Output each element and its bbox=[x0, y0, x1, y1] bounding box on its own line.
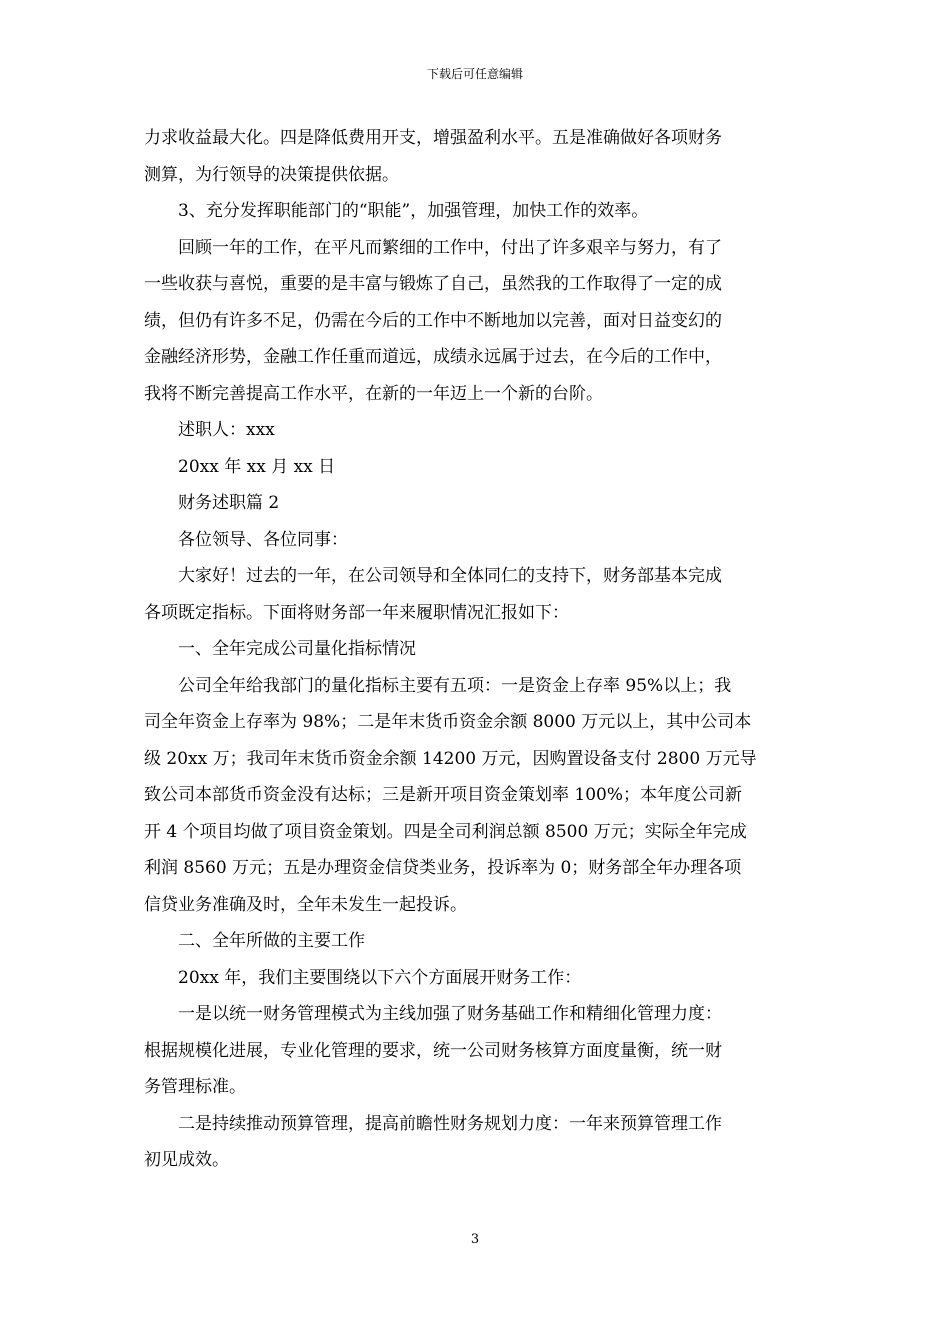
paragraph bbox=[144, 960, 808, 997]
text-line: 财务述职篇 2 bbox=[178, 493, 280, 513]
text-line: 务管理标准。 bbox=[144, 1077, 246, 1097]
text-line: 司全年资金上存率为 98%；二是年末货币资金余额 8000 万元以上，其中公司本 bbox=[144, 712, 752, 732]
paragraph bbox=[144, 522, 808, 559]
paragraph bbox=[144, 485, 808, 522]
page-header: 下载后可任意编辑 bbox=[426, 67, 523, 81]
text-line: 二是持续推动预算管理，提高前瞻性财务规划力度：一年来预算管理工作 bbox=[178, 1113, 722, 1134]
text-line: 一些收获与喜悦，重要的是丰富与锻炼了自己，虽然我的工作取得了一定的成 bbox=[144, 274, 722, 294]
text-line: 级 20xx 万；我司年末货币资金余额 14200 万元，因购置设备支付 2800 万元导 bbox=[144, 748, 757, 769]
text-line: 回顾一年的工作，在平凡而繁细的工作中，付出了许多艰辛与努力，有了 bbox=[178, 237, 722, 258]
text-line: 力求收益最大化。四是降低费用开支，增强盈利水平。五是准确做好各项财务 bbox=[144, 128, 722, 148]
paragraph bbox=[144, 230, 808, 413]
text-line: 述职人：xxx bbox=[178, 420, 275, 440]
text-line: 一是以统一财务管理模式为主线加强了财务基础工作和精细化管理力度： bbox=[178, 1004, 722, 1024]
paragraph bbox=[144, 193, 808, 230]
paragraph bbox=[144, 668, 808, 924]
text-line: 初见成效。 bbox=[144, 1150, 229, 1170]
paragraph bbox=[144, 120, 808, 193]
text-line: 利润 8560 万元；五是办理资金信贷类业务，投诉率为 0；财务部全年办理各项 bbox=[144, 858, 742, 878]
text-line: 根据规模化进展，专业化管理的要求，统一公司财务核算方面度量衡，统一财 bbox=[144, 1040, 722, 1061]
paragraph bbox=[144, 558, 808, 631]
text-line: 二、全年所做的主要工作 bbox=[178, 931, 365, 951]
text-line: 致公司本部货币资金没有达标；三是新开项目资金策划率 100%；本年度公司新 bbox=[144, 785, 743, 805]
document-body bbox=[144, 120, 808, 1179]
paragraph bbox=[144, 631, 808, 668]
text-line: 绩，但仍有许多不足，仍需在今后的工作中不断地加以完善，面对日益变幻的 bbox=[144, 310, 722, 331]
text-line: 公司全年给我部门的量化指标主要有五项：一是资金上存率 95%以上；我 bbox=[178, 675, 732, 696]
paragraph bbox=[144, 449, 808, 486]
text-line: 大家好！过去的一年，在公司领导和全体同仁的支持下，财务部基本完成 bbox=[178, 566, 722, 586]
paragraph bbox=[144, 923, 808, 960]
text-line: 信贷业务准确及时，全年未发生一起投诉。 bbox=[144, 894, 467, 915]
text-line: 开 4 个项目均做了项目资金策划。四是全司利润总额 8500 万元；实际全年完成 bbox=[144, 821, 747, 842]
text-line: 20xx 年，我们主要围绕以下六个方面展开财务工作： bbox=[178, 967, 582, 988]
text-line: 测算，为行领导的决策提供依据。 bbox=[144, 164, 399, 185]
text-line: 各位领导、各位同事： bbox=[178, 529, 348, 550]
paragraph bbox=[144, 996, 808, 1106]
text-line: 金融经济形势，金融工作任重而道远，成绩永远属于过去，在今后的工作中， bbox=[144, 347, 722, 367]
text-line: 3、充分发挥职能部门的“职能”，加强管理，加快工作的效率。 bbox=[178, 201, 649, 221]
paragraph bbox=[144, 412, 808, 449]
text-line: 一、全年完成公司量化指标情况 bbox=[178, 639, 416, 659]
text-line: 20xx 年 xx 月 xx 日 bbox=[178, 456, 336, 477]
page-number: 3 bbox=[470, 1232, 480, 1247]
text-line: 我将不断完善提高工作水平，在新的一年迈上一个新的台阶。 bbox=[144, 383, 603, 404]
text-line: 各项既定指标。下面将财务部一年来履职情况汇报如下： bbox=[144, 602, 569, 623]
paragraph bbox=[144, 1106, 808, 1179]
